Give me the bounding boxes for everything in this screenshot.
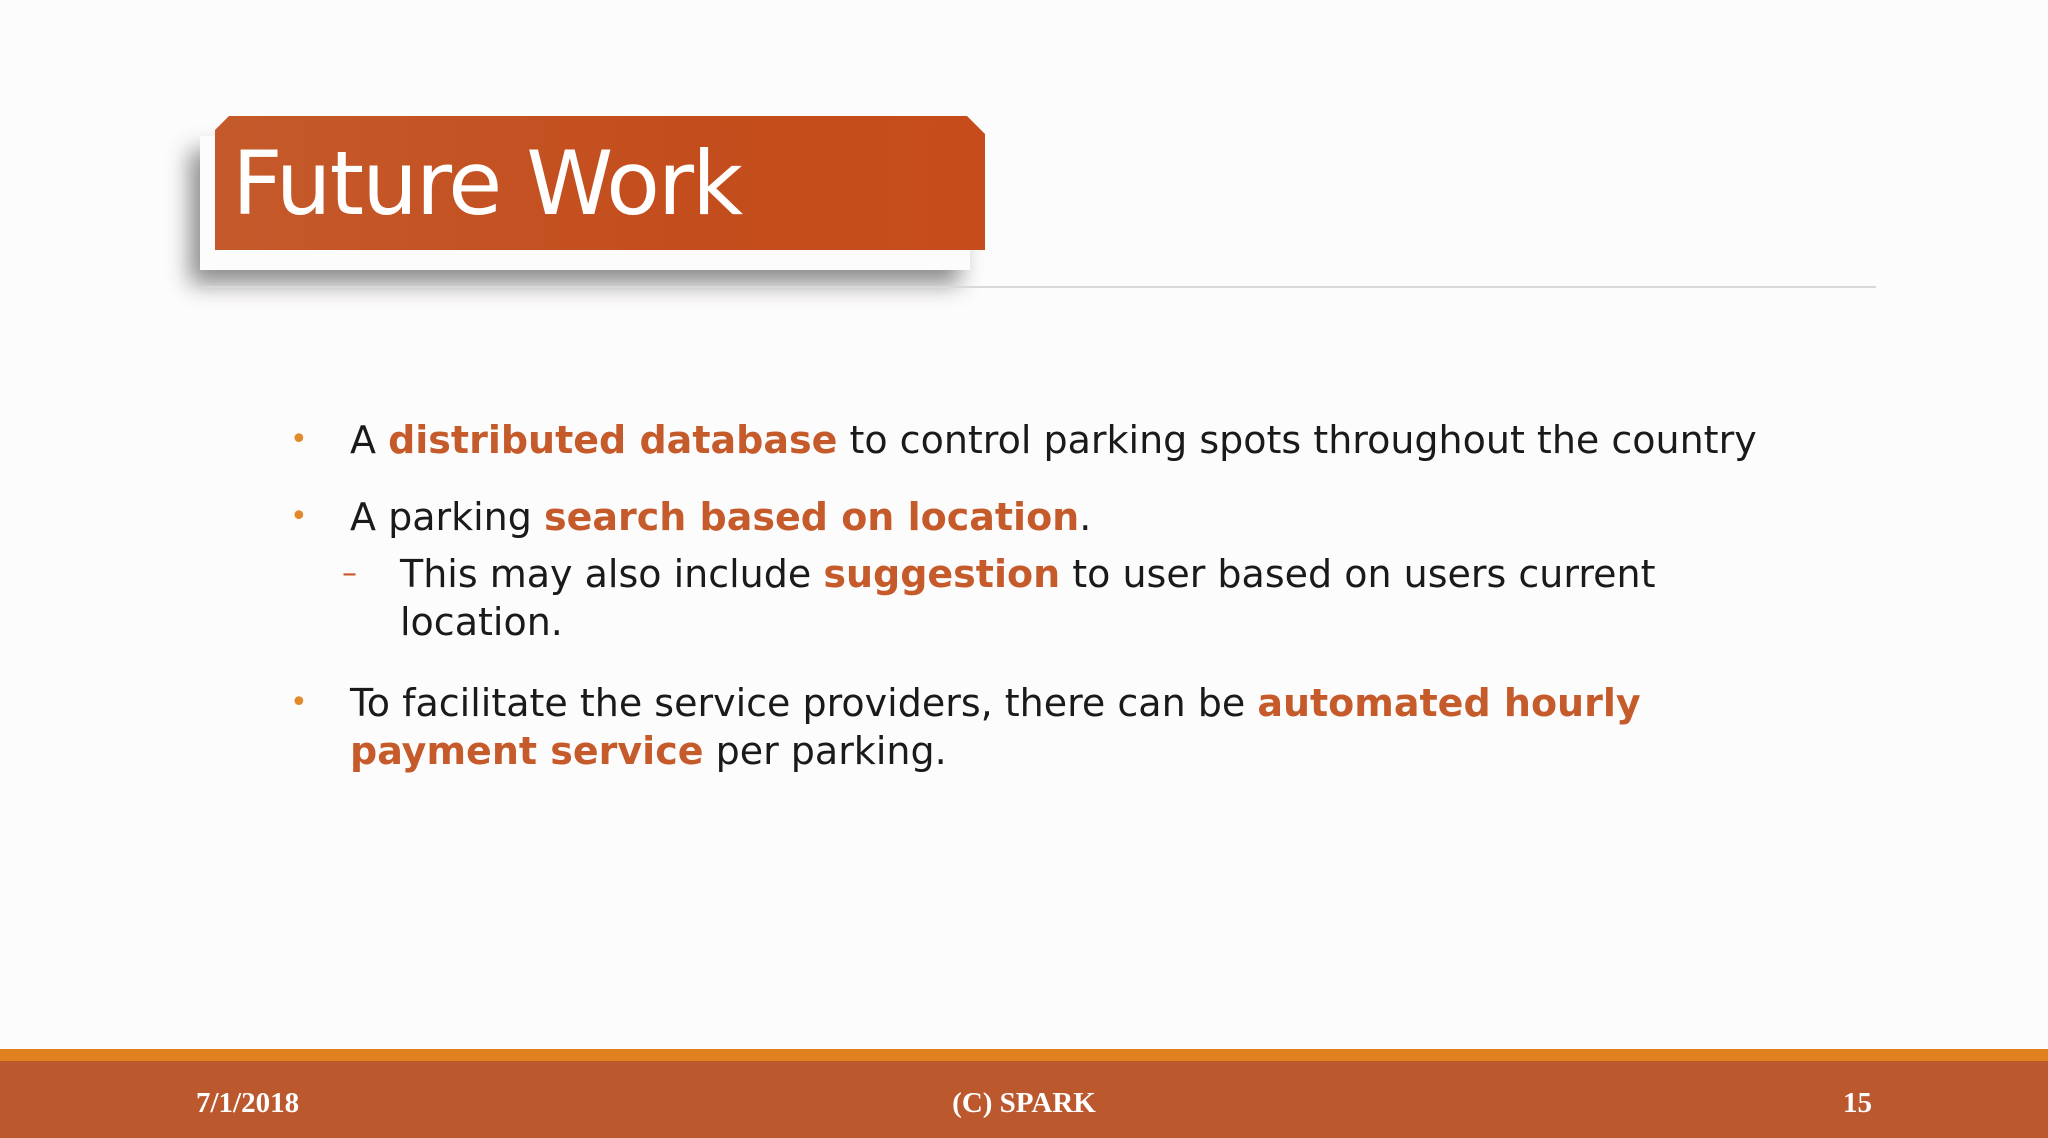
title-divider	[200, 286, 1876, 288]
bullet-icon: •	[290, 422, 308, 457]
bullet-list	[290, 416, 1770, 775]
footer-copyright: (C) SPARK	[952, 1087, 1096, 1119]
bullet-item	[290, 416, 1770, 464]
bullet-text-segment: This may also include	[400, 552, 824, 596]
bullet-text-segment: A	[350, 418, 389, 462]
bullet-item	[290, 679, 1770, 775]
bullet-icon: •	[290, 499, 308, 534]
bullet-text-segment: To facilitate the service providers, there can be	[350, 681, 1258, 725]
bullet-item	[290, 493, 1770, 541]
bullet-text-segment: .	[1079, 495, 1092, 539]
highlighted-phrase: distributed database	[388, 418, 838, 462]
bullet-text	[350, 418, 1757, 462]
slide-number: 15	[1843, 1087, 1872, 1119]
highlighted-phrase: automated hourly payment service	[350, 681, 1641, 773]
sub-bullet-dash-icon: –	[342, 556, 357, 591]
sub-bullet-text	[400, 552, 1655, 644]
bullet-text-segment: per parking.	[703, 729, 947, 773]
slide-title: Future Work	[232, 132, 742, 235]
sub-bullet-item	[290, 550, 1770, 646]
bullet-text	[350, 495, 1091, 539]
footer-date: 7/1/2018	[196, 1087, 300, 1119]
highlighted-phrase: suggestion	[823, 552, 1061, 596]
bullet-text-segment: to user based on users current location.	[400, 552, 1656, 644]
bullet-text-segment: to control parking spots throughout the country	[837, 418, 1757, 462]
bullet-text	[350, 681, 1641, 773]
bullet-icon: •	[290, 685, 308, 720]
footer-accent-stripe	[0, 1049, 2048, 1061]
bullet-text-segment: A parking	[350, 495, 544, 539]
highlighted-phrase: search based on location	[543, 495, 1080, 539]
